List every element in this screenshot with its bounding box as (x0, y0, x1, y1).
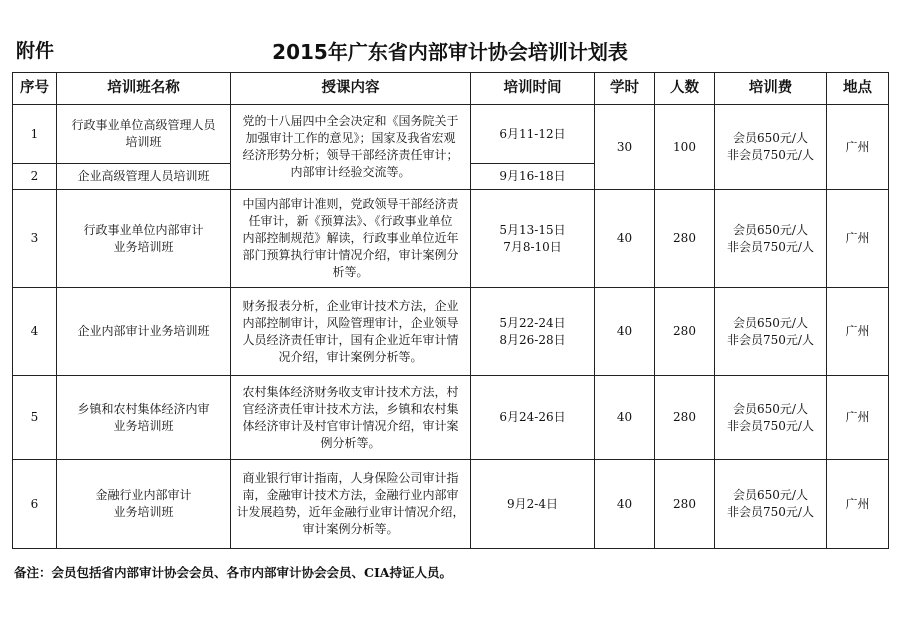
content-line: 中国内部审计准则，党政领导干部经济责 (242, 197, 459, 211)
content-line: 计发展趋势，近年金融行业审计情况介绍， (236, 505, 465, 519)
time-line: 8月26-28日 (499, 332, 566, 347)
content-line: 内部审计经验交流等。 (290, 165, 411, 179)
training-time (471, 190, 595, 288)
fee-line: 非会员750元/人 (727, 505, 814, 519)
row-no: 1 (13, 105, 57, 164)
fee-line: 会员650元/人 (733, 401, 808, 416)
content-line: 官经济责任审计技术方法，乡镇和农村集 (242, 401, 459, 416)
course-name-line: 金融行业内部审计 (95, 488, 192, 502)
training-time: 9月2-4日 (471, 460, 595, 549)
people-cell: 280 (655, 190, 715, 288)
hours-cell: 40 (595, 376, 655, 460)
hours-cell: 40 (595, 460, 655, 549)
course-name-line: 行政事业单位高级管理人员 (71, 118, 216, 132)
content-line: 内部控制规范》解读，行政事业单位近年 (242, 231, 459, 245)
content-line: 党的十八届四中全会决定和《国务院关于 (242, 114, 459, 128)
header-fee: 培训费 (715, 73, 827, 105)
table-row (13, 460, 889, 549)
content-line: 南，金融审计技术方法，金融行业内部审 (242, 488, 459, 502)
header-name: 培训班名称 (57, 73, 231, 105)
content-line: 人员经济责任审计，国有企业近年审计情 (242, 332, 459, 347)
content-line: 经济形势分析；领导干部经济责任审计； (242, 148, 459, 162)
course-content (231, 460, 471, 549)
place-cell: 广州 (827, 460, 889, 549)
fee-line: 非会员750元/人 (727, 332, 814, 347)
content-line: 加强审计工作的意见》；国家及我省宏观 (245, 131, 456, 145)
fee-line: 会员650元/人 (733, 488, 808, 502)
place-cell: 广州 (827, 376, 889, 460)
row-no: 4 (13, 288, 57, 376)
fee-cell (715, 105, 827, 190)
header-content: 授课内容 (231, 73, 471, 105)
content-line: 财务报表分析，企业审计技术方法，企业 (242, 298, 459, 313)
content-line: 况介绍，审计案例分析等。 (278, 349, 423, 364)
fee-cell (715, 190, 827, 288)
footnote: 备注：会员包括省内部审计协会会员、各市内部审计协会会员、CIA持证人员。 (14, 565, 452, 580)
course-name-line: 业务培训班 (113, 505, 174, 519)
content-line: 部门预算执行审计情况介绍，审计案例分 (242, 248, 459, 262)
course-name-line: 业务培训班 (113, 418, 174, 433)
fee-line: 会员650元/人 (733, 222, 808, 237)
training-time: 9月16-18日 (471, 164, 595, 190)
fee-cell (715, 288, 827, 376)
course-content (231, 376, 471, 460)
content-line: 农村集体经济财务收支审计技术方法，村 (242, 384, 459, 399)
hours-cell: 40 (595, 288, 655, 376)
hours-cell: 40 (595, 190, 655, 288)
time-line: 5月22-24日 (499, 315, 566, 330)
row-no: 6 (13, 460, 57, 549)
header-time: 培训时间 (471, 73, 595, 105)
course-name (57, 190, 231, 288)
row-no: 3 (13, 190, 57, 288)
training-time (471, 288, 595, 376)
table-row (13, 190, 889, 288)
fee-line: 非会员750元/人 (727, 148, 814, 162)
course-name-line: 行政事业单位内部审计 (83, 222, 204, 237)
people-cell: 100 (655, 105, 715, 190)
header-people: 人数 (655, 73, 715, 105)
content-line: 析等。 (332, 265, 369, 279)
training-plan-table (12, 72, 889, 549)
content-line: 审计案例分析等。 (302, 522, 399, 536)
content-line: 任审计，新《预算法》、《行政事业单位 (248, 214, 453, 228)
course-name (57, 460, 231, 549)
place-cell: 广州 (827, 288, 889, 376)
people-cell: 280 (655, 376, 715, 460)
course-name-line: 培训班 (125, 135, 162, 149)
header-place: 地点 (827, 73, 889, 105)
training-time: 6月24-26日 (471, 376, 595, 460)
row-no: 5 (13, 376, 57, 460)
header-no: 序号 (13, 73, 57, 105)
course-name (57, 105, 231, 164)
course-name: 企业内部审计业务培训班 (57, 288, 231, 376)
table-row (13, 105, 889, 164)
content-line: 内部控制审计，风险管理审计，企业领导 (242, 315, 459, 330)
fee-line: 非会员750元/人 (727, 418, 814, 433)
attachment-label: 附件 (16, 40, 55, 62)
header-row (13, 73, 889, 105)
place-cell: 广州 (827, 105, 889, 190)
training-time: 6月11-12日 (471, 105, 595, 164)
course-content (231, 190, 471, 288)
table-row (13, 288, 889, 376)
people-cell: 280 (655, 460, 715, 549)
fee-line: 会员650元/人 (733, 131, 808, 145)
fee-cell (715, 460, 827, 549)
content-line: 体经济审计及村官审计情况介绍，审计案 (242, 418, 459, 433)
course-content (231, 105, 471, 190)
row-no: 2 (13, 164, 57, 190)
place-cell: 广州 (827, 190, 889, 288)
people-cell: 280 (655, 288, 715, 376)
table-row (13, 376, 889, 460)
course-name: 企业高级管理人员培训班 (57, 164, 231, 190)
course-name (57, 376, 231, 460)
course-name-line: 乡镇和农村集体经济内审 (77, 401, 210, 416)
content-line: 例分析等。 (320, 435, 381, 450)
time-line: 7月8-10日 (503, 239, 562, 254)
course-content (231, 288, 471, 376)
fee-line: 非会员750元/人 (727, 239, 814, 254)
fee-line: 会员650元/人 (733, 315, 808, 330)
header-hours: 学时 (595, 73, 655, 105)
hours-cell: 30 (595, 105, 655, 190)
time-line: 5月13-15日 (499, 222, 566, 237)
fee-cell (715, 376, 827, 460)
page-title: 2015年广东省内部审计协会培训计划表 (272, 40, 628, 64)
course-name-line: 业务培训班 (113, 239, 174, 254)
content-line: 商业银行审计指南，人身保险公司审计指 (242, 471, 459, 485)
